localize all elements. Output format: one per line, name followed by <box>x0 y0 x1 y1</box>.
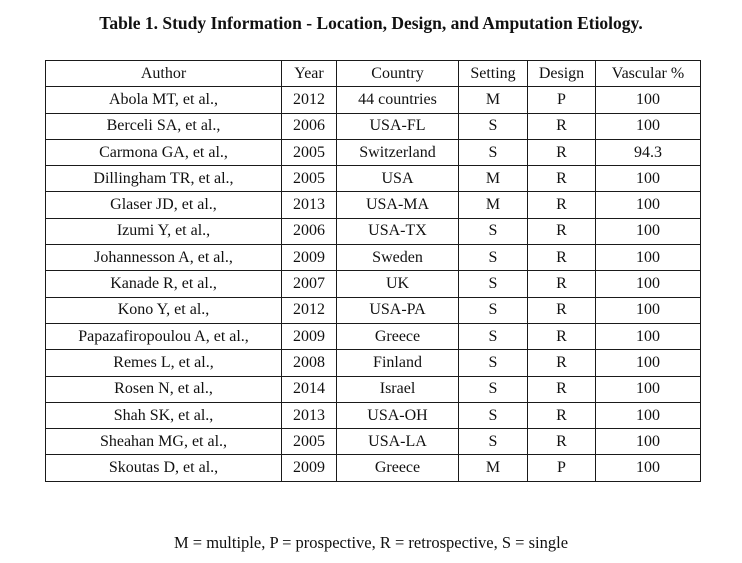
table-row <box>46 323 701 349</box>
table-body <box>46 87 701 481</box>
cell-setting: S <box>459 350 528 376</box>
cell-design: R <box>528 429 596 455</box>
cell-author: Glaser JD, et al., <box>46 192 282 218</box>
cell-country: Finland <box>337 350 459 376</box>
table-row <box>46 113 701 139</box>
cell-vascular-percent: 100 <box>596 402 701 428</box>
table-row <box>46 139 701 165</box>
cell-year: 2007 <box>282 271 337 297</box>
cell-vascular-percent: 94.3 <box>596 139 701 165</box>
cell-country: USA <box>337 166 459 192</box>
cell-year: 2013 <box>282 192 337 218</box>
cell-author: Kanade R, et al., <box>46 271 282 297</box>
cell-vascular-percent: 100 <box>596 113 701 139</box>
cell-year: 2009 <box>282 323 337 349</box>
cell-country: USA-OH <box>337 402 459 428</box>
cell-setting: M <box>459 87 528 113</box>
cell-design: R <box>528 113 596 139</box>
cell-country: Greece <box>337 455 459 481</box>
cell-author: Remes L, et al., <box>46 350 282 376</box>
cell-design: R <box>528 350 596 376</box>
cell-author: Kono Y, et al., <box>46 297 282 323</box>
cell-vascular-percent: 100 <box>596 87 701 113</box>
cell-year: 2009 <box>282 245 337 271</box>
cell-author: Sheahan MG, et al., <box>46 429 282 455</box>
cell-country: USA-FL <box>337 113 459 139</box>
cell-design: P <box>528 455 596 481</box>
column-header-design: Design <box>528 61 596 87</box>
cell-vascular-percent: 100 <box>596 166 701 192</box>
cell-author: Berceli SA, et al., <box>46 113 282 139</box>
cell-author: Rosen N, et al., <box>46 376 282 402</box>
cell-author: Carmona GA, et al., <box>46 139 282 165</box>
cell-vascular-percent: 100 <box>596 297 701 323</box>
cell-year: 2012 <box>282 297 337 323</box>
cell-design: R <box>528 245 596 271</box>
column-header-setting: Setting <box>459 61 528 87</box>
cell-setting: M <box>459 166 528 192</box>
cell-setting: S <box>459 297 528 323</box>
cell-design: R <box>528 376 596 402</box>
cell-setting: S <box>459 271 528 297</box>
cell-design: R <box>528 139 596 165</box>
cell-country: Israel <box>337 376 459 402</box>
cell-author: Izumi Y, et al., <box>46 218 282 244</box>
cell-design: R <box>528 323 596 349</box>
cell-country: USA-TX <box>337 218 459 244</box>
cell-author: Johannesson A, et al., <box>46 245 282 271</box>
cell-design: R <box>528 166 596 192</box>
cell-vascular-percent: 100 <box>596 429 701 455</box>
cell-vascular-percent: 100 <box>596 245 701 271</box>
cell-country: Greece <box>337 323 459 349</box>
cell-design: R <box>528 402 596 428</box>
cell-country: Switzerland <box>337 139 459 165</box>
study-table <box>45 60 701 482</box>
cell-year: 2006 <box>282 113 337 139</box>
cell-design: R <box>528 271 596 297</box>
cell-year: 2009 <box>282 455 337 481</box>
cell-country: USA-PA <box>337 297 459 323</box>
table-row <box>46 350 701 376</box>
cell-setting: S <box>459 402 528 428</box>
cell-year: 2013 <box>282 402 337 428</box>
cell-vascular-percent: 100 <box>596 218 701 244</box>
cell-country: 44 countries <box>337 87 459 113</box>
cell-author: Shah SK, et al., <box>46 402 282 428</box>
cell-vascular-percent: 100 <box>596 323 701 349</box>
cell-country: UK <box>337 271 459 297</box>
column-header-vascular: Vascular % <box>596 61 701 87</box>
cell-year: 2005 <box>282 139 337 165</box>
cell-year: 2014 <box>282 376 337 402</box>
table-row <box>46 429 701 455</box>
cell-year: 2006 <box>282 218 337 244</box>
column-header-author: Author <box>46 61 282 87</box>
cell-author: Papazafiropoulou A, et al., <box>46 323 282 349</box>
cell-vascular-percent: 100 <box>596 192 701 218</box>
cell-setting: S <box>459 376 528 402</box>
table-footnote: M = multiple, P = prospective, R = retrospective, S = single <box>173 533 569 552</box>
cell-vascular-percent: 100 <box>596 271 701 297</box>
table-row <box>46 192 701 218</box>
cell-design: R <box>528 297 596 323</box>
table-title: Table 1. Study Information - Location, Design, and Amputation Etiology. <box>99 13 643 33</box>
cell-author: Abola MT, et al., <box>46 87 282 113</box>
table-row <box>46 297 701 323</box>
table-row <box>46 245 701 271</box>
cell-country: Sweden <box>337 245 459 271</box>
cell-author: Skoutas D, et al., <box>46 455 282 481</box>
column-header-country: Country <box>337 61 459 87</box>
cell-year: 2012 <box>282 87 337 113</box>
cell-setting: M <box>459 455 528 481</box>
table-header-row <box>46 61 701 87</box>
cell-setting: S <box>459 139 528 165</box>
table-row <box>46 271 701 297</box>
table-row <box>46 218 701 244</box>
cell-author: Dillingham TR, et al., <box>46 166 282 192</box>
cell-country: USA-LA <box>337 429 459 455</box>
cell-setting: M <box>459 192 528 218</box>
cell-design: R <box>528 192 596 218</box>
column-header-year: Year <box>282 61 337 87</box>
cell-year: 2005 <box>282 166 337 192</box>
table-row <box>46 402 701 428</box>
cell-setting: S <box>459 245 528 271</box>
cell-country: USA-MA <box>337 192 459 218</box>
cell-design: P <box>528 87 596 113</box>
cell-setting: S <box>459 323 528 349</box>
cell-design: R <box>528 218 596 244</box>
cell-setting: S <box>459 113 528 139</box>
cell-year: 2008 <box>282 350 337 376</box>
table-row <box>46 455 701 481</box>
table-row <box>46 87 701 113</box>
cell-vascular-percent: 100 <box>596 455 701 481</box>
cell-year: 2005 <box>282 429 337 455</box>
cell-vascular-percent: 100 <box>596 350 701 376</box>
cell-setting: S <box>459 218 528 244</box>
table-row <box>46 376 701 402</box>
cell-setting: S <box>459 429 528 455</box>
cell-vascular-percent: 100 <box>596 376 701 402</box>
table-row <box>46 166 701 192</box>
